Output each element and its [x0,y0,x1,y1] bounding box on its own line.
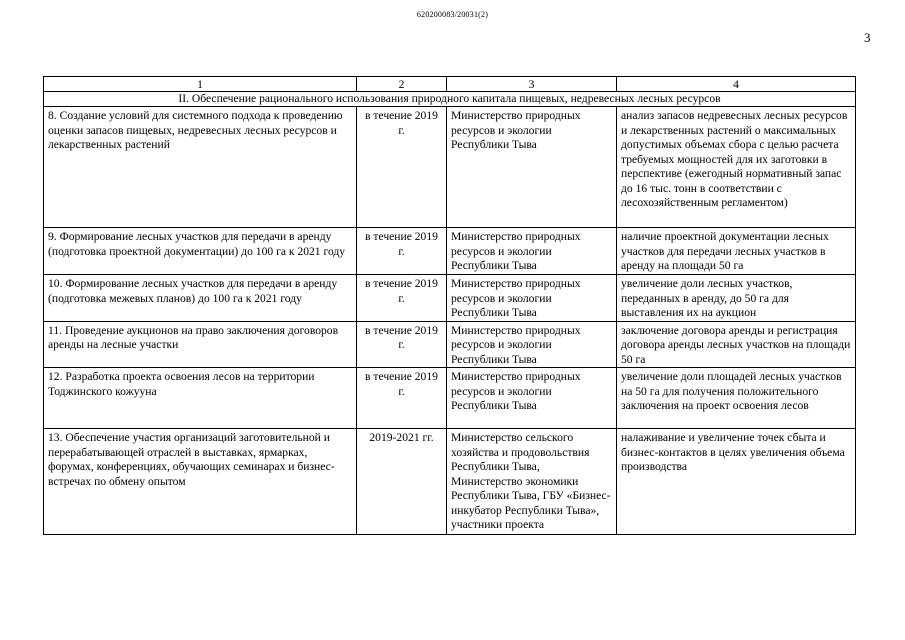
column-header: 3 [447,77,617,92]
result-cell: наличие проектной документации лесных участков для передачи лесных участков в аренду на площади 50 га [617,228,856,275]
executor-cell: Министерство природных ресурсов и экологии Республики Тыва [447,228,617,275]
result-cell: налаживание и увеличение точек сбыта и бизнес-контактов в целях увеличения объема производства [617,429,856,535]
measure-cell: 10. Формирование лесных участков для передачи в аренду (подготовка межевых планов) до 100 га к 2021 году [44,275,357,322]
result-cell: увеличение доли лесных участков, переданных в аренду, до 50 га для выставления их на аукцион [617,275,856,322]
document-id: 620200083/20031(2) [416,10,489,19]
executor-cell: Министерство природных ресурсов и экологии Республики Тыва [447,368,617,429]
period-cell: 2019-2021 гг. [357,429,447,535]
executor-cell: Министерство сельского хозяйства и продовольствия Республики Тыва, Министерство экономики Республики Тыва, ГБУ «Бизнес-инкубатор Республики Тыва», участники проекта [447,429,617,535]
period-cell: в течение 2019 г. [357,368,447,429]
column-header: 1 [44,77,357,92]
table-row [44,429,856,535]
measure-cell: 12. Разработка проекта освоения лесов на территории Тоджинского кожууна [44,368,357,429]
measures-table [43,76,856,535]
measure-cell: 11. Проведение аукционов на право заключения договоров аренды на лесные участки [44,321,357,368]
period-cell: в течение 2019 г. [357,321,447,368]
measure-cell: 8. Создание условий для системного подхода к проведению оценки запасов пищевых, недревесных лесных ресурсов и лекарственных растений [44,107,357,228]
executor-cell: Министерство природных ресурсов и экологии Республики Тыва [447,321,617,368]
table-header-row [44,77,856,92]
period-cell: в течение 2019 г. [357,228,447,275]
result-cell: анализ запасов недревесных лесных ресурсов и лекарственных растений о максимальных допустимых объемах сбора с целью расчета требуемых мощностей для их заготовки в перспективе (ежегодный нормативный запас до 16 тыс. тонн в соответствии с лесохозяйственным регламентом) [617,107,856,228]
section-row [44,92,856,107]
executor-cell: Министерство природных ресурсов и экологии Республики Тыва [447,107,617,228]
table-row [44,275,856,322]
table-row [44,107,856,228]
result-cell: заключение договора аренды и регистрация договора аренды лесных участков на площади 50 га [617,321,856,368]
section-title: II. Обеспечение рационального использования природного капитала пищевых, недревесных лесных ресурсов [44,92,856,107]
table-row [44,228,856,275]
table-row [44,321,856,368]
table-row [44,368,856,429]
result-cell: увеличение доли площадей лесных участков на 50 га для получения положительного заключения на проект освоения лесов [617,368,856,429]
column-header: 4 [617,77,856,92]
measure-cell: 13. Обеспечение участия организаций заготовительной и перерабатывающей отраслей в выставках, ярмарках, форумах, конференциях, обучающих семинарах и бизнес-встречах по обмену опытом [44,429,357,535]
executor-cell: Министерство природных ресурсов и экологии Республики Тыва [447,275,617,322]
period-cell: в течение 2019 г. [357,107,447,228]
period-cell: в течение 2019 г. [357,275,447,322]
measure-cell: 9. Формирование лесных участков для передачи в аренду (подготовка проектной документации) до 100 га к 2021 году [44,228,357,275]
page-number: 3 [864,30,871,45]
column-header: 2 [357,77,447,92]
